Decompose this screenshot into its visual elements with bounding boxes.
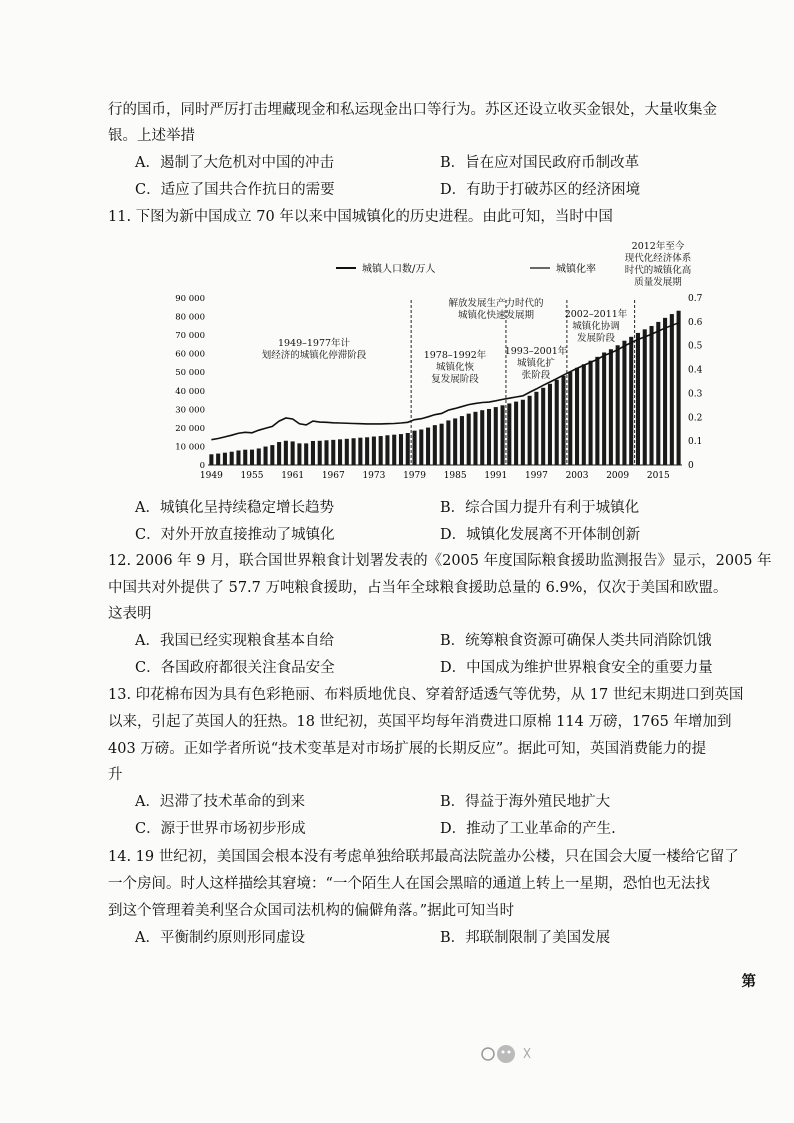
y-left-tick-label: 30 000	[175, 405, 205, 416]
urban-population-bar	[609, 349, 613, 465]
q10-text-line2: 银。上述举措	[108, 128, 195, 144]
q12-text-line2: 中国共对外提供了 57.7 万吨粮食援助，占当年全球粮食援助总量的 6.9%，仅次于美国和欧盟。	[108, 580, 728, 596]
urban-population-bar	[602, 352, 606, 465]
urban-population-bar	[460, 416, 464, 465]
urban-population-bar	[379, 436, 383, 465]
stage-label-line: 解放发展生产力时代的	[448, 298, 544, 309]
urban-population-bar	[514, 402, 518, 465]
urban-population-bar	[318, 441, 322, 465]
question-stem: 2006 年 9 月，联合国世界粮食计划署发表的《2005 年度国际粮食援助监测报告》显示，2005 年	[135, 553, 772, 569]
option-text: 我国已经实现粮食基本自给	[159, 633, 334, 649]
q12-option-a[interactable]	[135, 631, 334, 651]
x-tick-label: 1967	[321, 471, 345, 481]
urban-population-bar	[643, 329, 647, 465]
q10-text-line1: 行的国币，同时严厉打击埋藏现金和私运现金出口等行为。苏区还设立收买金银处，大量收集金	[108, 102, 717, 118]
option-label: A．	[135, 930, 160, 946]
urban-population-bar	[670, 314, 674, 465]
urban-population-bar	[501, 405, 505, 465]
option-text: 中国成为维护世界粮食安全的重要力量	[466, 660, 713, 676]
urban-population-bar	[521, 400, 525, 465]
stage-label-line: 时代的城镇化高	[624, 265, 692, 276]
q12-text-line3: 这表明	[108, 606, 152, 622]
q13-text-line4: 升	[108, 767, 123, 783]
option-label: B．	[440, 930, 466, 946]
q11-option-b[interactable]	[440, 498, 639, 518]
urban-population-bar	[629, 337, 633, 465]
question-number: 11.	[108, 209, 132, 225]
option-label: C．	[135, 527, 161, 543]
urban-population-bar	[385, 435, 389, 465]
urban-population-bar	[250, 450, 254, 465]
y-right-tick-label: 0.3	[688, 389, 703, 400]
y-left-tick-label: 0	[199, 461, 205, 471]
urban-population-bar	[582, 364, 586, 465]
option-label: C．	[135, 821, 161, 837]
scan-watermark-icon	[474, 1040, 544, 1068]
y-left-tick-label: 20 000	[175, 423, 205, 434]
urbanization-chart	[175, 236, 716, 488]
q12-option-d[interactable]	[440, 658, 713, 678]
q13-option-c[interactable]	[135, 819, 306, 839]
stage-label-4	[505, 345, 568, 381]
urban-population-bar	[528, 396, 532, 465]
urban-population-bar	[419, 429, 423, 465]
option-text: 推动了工业革命的产生.	[466, 821, 616, 837]
urban-population-bar	[284, 441, 288, 465]
urban-population-bar	[494, 407, 498, 465]
q12-option-b[interactable]	[440, 631, 712, 651]
question-stem: 印花棉布因为具有色彩艳丽、布料质地优良、穿着舒适透气等优势，从 17 世纪末期进口到英国	[135, 687, 744, 703]
y-left-tick-label: 60 000	[175, 349, 205, 360]
page-number-mark: 第	[741, 973, 756, 990]
option-label: D．	[440, 660, 467, 676]
option-text: 邦联制限制了美国发展	[465, 930, 611, 946]
q11-option-c[interactable]	[135, 525, 335, 545]
q14-text-line3: 到这个管理着美利坚合众国司法机构的偏僻角落。”据此可知当时	[108, 903, 515, 919]
stage-label-line: 1993–2001年	[504, 346, 568, 357]
urban-population-bar	[541, 388, 545, 465]
option-text: 城镇化呈持续稳定增长趋势	[159, 500, 334, 516]
urban-population-bar	[257, 448, 261, 465]
q12-option-c[interactable]	[135, 658, 335, 678]
stage-label-2	[424, 349, 487, 385]
urban-population-bar	[291, 441, 295, 465]
option-label: C．	[135, 660, 161, 676]
option-label: B．	[440, 500, 466, 516]
urban-population-bar	[650, 326, 654, 465]
question-stem: 19 世纪初，美国国会根本没有考虑单独给联邦最高法院盖办公楼，只在国会大厦一楼给它留了	[135, 849, 739, 865]
option-text: 平衡制约原则形同虚设	[159, 930, 305, 946]
urban-population-bar	[473, 412, 477, 465]
option-label: C．	[135, 182, 161, 198]
urban-population-bar	[324, 440, 328, 465]
stage-label-line: 城镇化快速发展期	[457, 310, 535, 321]
option-text: 有助于打破苏区的经济困境	[466, 182, 641, 198]
q14-option-a[interactable]	[135, 928, 305, 948]
x-tick-label: 1997	[524, 471, 548, 481]
y-left-tick-label: 10 000	[175, 442, 205, 453]
legend-population-label: 城镇人口数/万人	[362, 264, 436, 275]
urban-population-bar	[352, 438, 356, 465]
question-number: 13.	[108, 687, 132, 703]
urban-population-bar	[331, 440, 335, 465]
urban-population-bar	[345, 439, 349, 465]
q11-option-a[interactable]	[135, 498, 334, 518]
urban-population-bar	[365, 437, 369, 465]
option-label: A．	[135, 155, 160, 171]
stage-label-line: 城镇化恢	[435, 362, 475, 373]
q10-option-d[interactable]	[440, 180, 640, 200]
question-number: 12.	[108, 553, 132, 569]
q11-option-d[interactable]	[440, 525, 640, 545]
urban-population-bar	[616, 345, 620, 465]
option-text: 源于世界市场初步形成	[160, 821, 306, 837]
urban-population-bar	[487, 409, 491, 465]
option-text: 城镇化发展离不开体制创新	[466, 527, 641, 543]
urban-population-bar	[399, 434, 403, 465]
option-label: D．	[440, 821, 467, 837]
y-right-tick-label: 0.1	[688, 437, 703, 448]
urban-population-bar	[589, 361, 593, 465]
urban-population-bar	[453, 418, 457, 465]
option-label: D．	[440, 182, 467, 198]
urban-population-bar	[216, 454, 220, 465]
x-tick-label: 1949	[199, 471, 223, 481]
stage-label-line: 城镇化扩	[516, 358, 556, 369]
stage-label-1	[262, 337, 367, 361]
option-label: B．	[440, 633, 466, 649]
urban-population-bar	[561, 376, 565, 465]
q12-text-line1	[108, 551, 772, 571]
option-label: B．	[440, 155, 466, 171]
option-text: 旨在应对国民政府币制改革	[465, 155, 640, 171]
y-left-tick-label: 70 000	[175, 331, 205, 342]
x-tick-label: 1973	[362, 471, 386, 481]
urban-population-bar	[236, 450, 240, 465]
option-text: 各国政府都很关注食品安全	[160, 660, 335, 676]
urban-population-bar	[622, 341, 626, 465]
urban-population-bar	[338, 439, 342, 465]
option-label: B．	[440, 794, 466, 810]
stage-label-5	[565, 308, 628, 344]
stage-label-line: 张阶段	[521, 370, 551, 381]
option-label: A．	[135, 500, 160, 516]
urban-population-bar	[270, 445, 274, 465]
x-tick-label: 1979	[403, 471, 426, 481]
urban-population-bar	[372, 437, 376, 465]
y-right-tick-label: 0.7	[688, 294, 703, 304]
stage-label-line: 城镇化协调	[572, 321, 620, 332]
urban-population-bar	[243, 450, 247, 465]
q13-text-line2: 以来，引起了英国人的狂热。18 世纪初，英国平均每年消费进口原棉 114 万磅，1765 年增加到	[108, 714, 732, 730]
option-label: D．	[440, 527, 467, 543]
y-right-tick-label: 0.5	[688, 341, 703, 352]
stage-label-line: 1978–1992年	[423, 350, 487, 361]
stage-label-6	[625, 240, 692, 288]
y-right-tick-label: 0	[688, 461, 694, 471]
urban-population-bar	[440, 424, 444, 465]
urban-population-bar	[663, 318, 667, 465]
legend-rate-label: 城镇化率	[556, 264, 596, 275]
q13-option-a[interactable]	[135, 792, 305, 812]
urban-population-bar	[223, 453, 227, 465]
urban-population-bar	[555, 380, 559, 465]
q10-option-b[interactable]	[440, 153, 639, 173]
option-label: A．	[135, 633, 160, 649]
urban-population-bar	[406, 433, 410, 465]
q10-option-c[interactable]	[135, 180, 335, 200]
option-label: A．	[135, 794, 160, 810]
stage-label-line: 质量发展期	[634, 277, 682, 288]
option-text: 对外开放直接推动了城镇化	[160, 527, 335, 543]
stage-label-line: 划经济的城镇化停滞阶段	[261, 350, 367, 361]
stage-label-3	[448, 297, 544, 321]
x-tick-label: 1985	[443, 471, 467, 481]
urban-population-bar	[311, 441, 315, 465]
urban-population-bar	[568, 372, 572, 465]
y-left-tick-label: 40 000	[175, 386, 205, 397]
q13-option-d[interactable]	[440, 819, 616, 839]
x-tick-label: 2015	[646, 471, 670, 481]
urban-population-bar	[433, 425, 437, 465]
y-right-tick-label: 0.6	[688, 317, 703, 328]
urban-population-bar	[358, 438, 362, 465]
x-tick-label: 1961	[281, 471, 305, 481]
urban-population-bar	[636, 333, 640, 465]
urban-population-bar	[304, 443, 308, 465]
urban-population-bar	[297, 443, 301, 465]
y-left-tick-label: 50 000	[175, 368, 205, 379]
urban-population-bar	[446, 420, 450, 465]
q13-option-b[interactable]	[440, 792, 610, 812]
question-stem: 下图为新中国成立 70 年以来中国城镇化的历史进程。由此可知，当时中国	[135, 209, 613, 225]
y-left-tick-label: 80 000	[175, 312, 205, 323]
y-left-tick-label: 90 000	[175, 294, 205, 304]
q14-option-b[interactable]	[440, 928, 610, 948]
option-text: 迟滞了技术革命的到来	[159, 794, 305, 810]
x-tick-label: 1955	[240, 471, 264, 481]
option-text: 适应了国共合作抗日的需要	[160, 182, 335, 198]
option-text: 综合国力提升有利于城镇化	[465, 500, 640, 516]
stage-label-line: 2002–2011年	[564, 309, 628, 320]
urban-population-bar	[426, 428, 430, 465]
urban-population-bar	[392, 435, 396, 465]
urban-population-bar	[209, 454, 213, 465]
stage-label-line: 2012年至今	[631, 241, 685, 252]
y-right-tick-label: 0.4	[688, 365, 703, 376]
y-right-tick-label: 0.2	[688, 413, 703, 424]
q14-text-line2: 一个房间。时人这样描绘其窘境：“一个陌生人在国会黑暗的通道上转上一星期，恐怕也无法找	[108, 876, 710, 892]
stage-label-line: 1949–1977年计	[277, 338, 351, 349]
stage-label-line: 现代化经济体系	[624, 253, 692, 264]
stage-label-line: 复发展阶段	[431, 374, 479, 385]
option-text: 得益于海外殖民地扩大	[465, 794, 611, 810]
question-number: 14.	[108, 849, 132, 865]
urban-population-bar	[677, 311, 681, 465]
q14-text-line1	[108, 847, 739, 867]
urban-population-bar	[595, 357, 599, 465]
stage-label-line: 发展阶段	[576, 333, 616, 344]
urban-population-bar	[277, 442, 281, 465]
x-tick-label: 1991	[484, 471, 508, 481]
urban-population-bar	[413, 431, 417, 465]
q11-stem	[108, 207, 613, 227]
q10-option-a[interactable]	[135, 153, 334, 173]
urban-population-bar	[575, 368, 579, 465]
urban-population-bar	[480, 410, 484, 465]
q13-text-line1	[108, 685, 743, 705]
urban-population-bar	[548, 384, 552, 465]
urban-population-bar	[656, 322, 660, 465]
x-tick-label: 2003	[565, 471, 589, 481]
urban-population-bar	[264, 447, 268, 465]
q13-text-line3: 403 万磅。正如学者所说“技术变革是对市场扩展的长期反应”。据此可知，英国消费能力的提	[108, 741, 707, 757]
urban-population-bar	[507, 403, 511, 465]
option-text: 遏制了大危机对中国的冲击	[159, 155, 334, 171]
x-tick-label: 2009	[606, 471, 630, 481]
urban-population-bar	[230, 452, 234, 465]
option-text: 统筹粮食资源可确保人类共同消除饥饿	[465, 633, 712, 649]
urban-population-bar	[534, 392, 538, 465]
urban-population-bar	[467, 414, 471, 465]
